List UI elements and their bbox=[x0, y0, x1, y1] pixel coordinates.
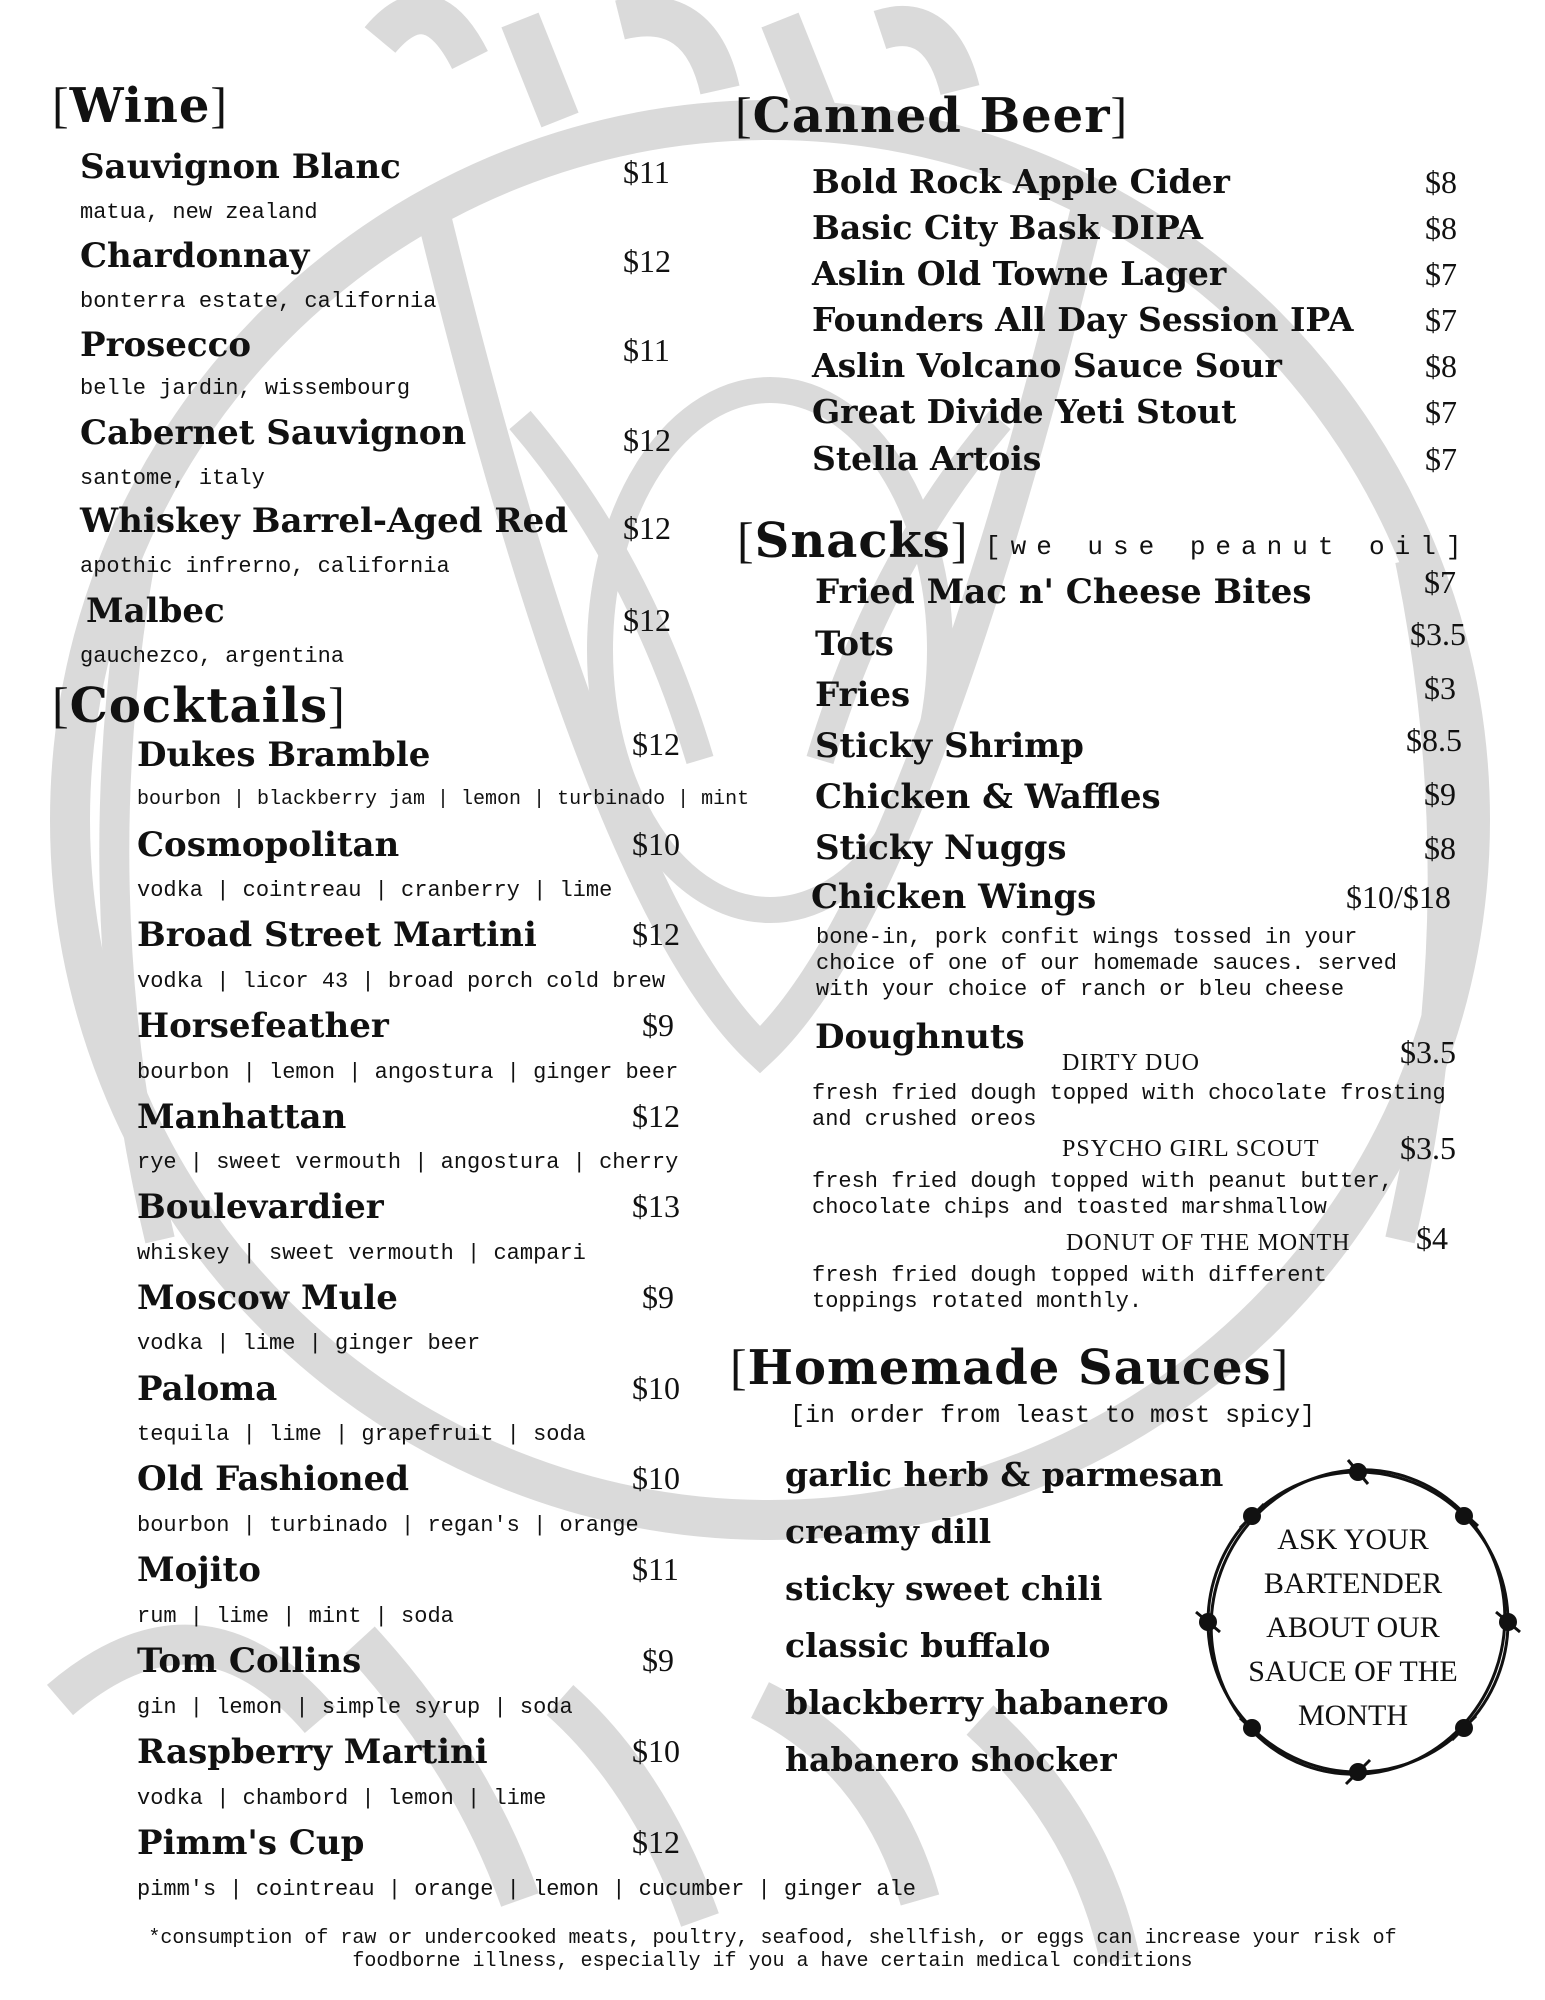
wine-item-price: $12 bbox=[623, 422, 671, 458]
cocktails-section-title: [Cocktails] bbox=[52, 677, 346, 734]
wine-item-desc: apothic infrerno, california bbox=[80, 554, 450, 579]
wine-item-desc: belle jardin, wissembourg bbox=[80, 376, 411, 401]
sauces-section-title: [Homemade Sauces] bbox=[730, 1339, 1290, 1396]
wings-description: bone-in, pork confit wings tossed in your choice of one of our homemade sauces. served with your choice of ranch or bleu cheese bbox=[816, 925, 1397, 1002]
wine-item-desc: santome, italy bbox=[80, 466, 265, 491]
cocktail-item-price: $9 bbox=[642, 1007, 674, 1043]
beer-item-name: Aslin Volcano Sauce Sour bbox=[812, 346, 1282, 385]
cocktail-item-price: $10 bbox=[632, 826, 680, 862]
cocktail-item-price: $9 bbox=[642, 1642, 674, 1678]
snack-item-name: Chicken & Waffles bbox=[815, 777, 1161, 817]
sauce-item: classic buffalo bbox=[785, 1626, 1051, 1665]
beer-item-price: $8 bbox=[1425, 164, 1457, 200]
sauce-of-the-month-callout: ASK YOUR BARTENDER ABOUT OUR SAUCE OF THE MONTH bbox=[1248, 1523, 1458, 1732]
beer-item-name: Basic City Bask DIPA bbox=[812, 208, 1203, 247]
snack-item-price: $7 bbox=[1424, 564, 1456, 600]
donut-item-name: DIRTY DUO bbox=[1062, 1050, 1200, 1076]
wine-item-name: Sauvignon Blanc bbox=[80, 147, 401, 187]
cocktail-item-price: $12 bbox=[632, 916, 680, 952]
snack-item-price: $3.5 bbox=[1410, 616, 1466, 652]
cocktail-item-price: $9 bbox=[642, 1279, 674, 1315]
beer-item-name: Founders All Day Session IPA bbox=[812, 300, 1354, 339]
wine-item-price: $12 bbox=[623, 510, 671, 546]
sauce-item: sticky sweet chili bbox=[785, 1569, 1103, 1608]
sauce-item: habanero shocker bbox=[785, 1740, 1117, 1779]
cocktail-item-desc: vodka | licor 43 | broad porch cold brew bbox=[137, 969, 666, 994]
cocktail-item-price: $12 bbox=[632, 1098, 680, 1134]
beer-item-price: $8 bbox=[1425, 348, 1457, 384]
cocktail-item-desc: bourbon | lemon | angostura | ginger beer bbox=[137, 1060, 679, 1085]
beer-item-name: Great Divide Yeti Stout bbox=[812, 392, 1237, 431]
snack-item-price: $9 bbox=[1424, 776, 1456, 812]
peanut-oil-note: [we use peanut oil] bbox=[985, 532, 1472, 562]
cocktail-item-name: Dukes Bramble bbox=[137, 735, 431, 775]
donut-item-desc: fresh fried dough topped with chocolate frosting and crushed oreos bbox=[812, 1081, 1446, 1132]
cocktail-item-desc: bourbon | turbinado | regan's | orange bbox=[137, 1513, 639, 1538]
snack-item-price: $8.5 bbox=[1406, 722, 1462, 758]
snacks-section-title: [Snacks] bbox=[737, 512, 969, 569]
cocktail-item-name: Old Fashioned bbox=[137, 1459, 410, 1499]
cocktail-item-desc: whiskey | sweet vermouth | campari bbox=[137, 1241, 586, 1266]
snack-item-name: Sticky Nuggs bbox=[815, 828, 1067, 868]
cocktail-item-price: $12 bbox=[632, 726, 680, 762]
doughnuts-heading: Doughnuts bbox=[815, 1017, 1025, 1057]
snack-item-name: Fried Mac n' Cheese Bites bbox=[815, 572, 1312, 612]
beer-item-name: Aslin Old Towne Lager bbox=[812, 254, 1227, 293]
cocktail-item-price: $10 bbox=[632, 1733, 680, 1769]
wine-item-name: Cabernet Sauvignon bbox=[80, 413, 467, 453]
beer-item-name: Bold Rock Apple Cider bbox=[812, 162, 1230, 201]
cocktail-item-name: Broad Street Martini bbox=[137, 915, 537, 955]
sauce-item: garlic herb & parmesan bbox=[785, 1455, 1224, 1494]
cocktail-item-desc: vodka | cointreau | cranberry | lime bbox=[137, 878, 613, 903]
donut-item-name: PSYCHO GIRL SCOUT bbox=[1062, 1136, 1320, 1162]
cocktail-item-price: $11 bbox=[632, 1551, 679, 1587]
donut-item-price: $3.5 bbox=[1400, 1130, 1456, 1166]
wine-section-title: [Wine] bbox=[52, 77, 229, 134]
snack-item-name: Sticky Shrimp bbox=[815, 726, 1084, 766]
sauce-item: creamy dill bbox=[785, 1512, 992, 1551]
cocktail-item-price: $10 bbox=[632, 1370, 680, 1406]
cocktail-item-name: Cosmopolitan bbox=[137, 825, 400, 865]
wine-item-name: Chardonnay bbox=[80, 236, 310, 276]
cocktail-item-name: Manhattan bbox=[137, 1097, 347, 1137]
wine-item-price: $12 bbox=[623, 602, 671, 638]
cocktail-item-desc: rye | sweet vermouth | angostura | cherry bbox=[137, 1150, 679, 1175]
cocktail-item-desc: tequila | lime | grapefruit | soda bbox=[137, 1422, 586, 1447]
beer-item-price: $7 bbox=[1425, 441, 1457, 477]
snack-item-price: $10/$18 bbox=[1346, 879, 1451, 915]
snack-item-name: Fries bbox=[815, 675, 911, 715]
snack-item-name: Chicken Wings bbox=[811, 877, 1097, 917]
beer-item-price: $8 bbox=[1425, 210, 1457, 246]
snack-item-price: $3 bbox=[1424, 670, 1456, 706]
beer-section-title: [Canned Beer] bbox=[735, 87, 1129, 144]
cocktail-item-desc: pimm's | cointreau | orange | lemon | cucumber | ginger ale bbox=[137, 1877, 916, 1902]
cocktail-item-desc: gin | lemon | simple syrup | soda bbox=[137, 1695, 573, 1720]
snack-item-price: $8 bbox=[1424, 830, 1456, 866]
cocktail-item-price: $13 bbox=[632, 1188, 680, 1224]
cocktail-item-desc: bourbon | blackberry jam | lemon | turbinado | mint bbox=[137, 788, 750, 811]
sauces-spice-note: [in order from least to most spicy] bbox=[790, 1401, 1316, 1430]
wine-item-desc: matua, new zealand bbox=[80, 200, 318, 225]
cocktail-item-name: Boulevardier bbox=[137, 1187, 384, 1227]
wine-item-desc: bonterra estate, california bbox=[80, 289, 437, 314]
beer-item-price: $7 bbox=[1425, 256, 1457, 292]
cocktail-item-name: Pimm's Cup bbox=[137, 1823, 365, 1863]
cocktail-item-price: $10 bbox=[632, 1460, 680, 1496]
wine-item-name: Whiskey Barrel-Aged Red bbox=[80, 501, 569, 541]
food-safety-disclaimer: *consumption of raw or undercooked meats, poultry, seafood, shellfish, or eggs can increase your risk of foodborne illness, especially if you a have certain medical conditions bbox=[148, 1927, 1397, 1973]
cocktail-item-desc: vodka | lime | ginger beer bbox=[137, 1331, 481, 1356]
donut-item-desc: fresh fried dough topped with peanut butter, chocolate chips and toasted marshmallow bbox=[812, 1169, 1393, 1220]
cocktail-item-name: Horsefeather bbox=[137, 1006, 389, 1046]
cocktail-item-name: Paloma bbox=[137, 1369, 278, 1409]
cocktail-item-desc: rum | lime | mint | soda bbox=[137, 1604, 454, 1629]
donut-item-desc: fresh fried dough topped with different toppings rotated monthly. bbox=[812, 1263, 1327, 1314]
cocktail-item-desc: vodka | chambord | lemon | lime bbox=[137, 1786, 547, 1811]
sauce-item: blackberry habanero bbox=[785, 1683, 1169, 1722]
beer-item-price: $7 bbox=[1425, 302, 1457, 338]
wine-item-price: $11 bbox=[623, 154, 670, 190]
snack-item-name: Tots bbox=[815, 624, 894, 664]
cocktail-item-name: Mojito bbox=[137, 1550, 261, 1590]
wine-item-name: Malbec bbox=[86, 591, 225, 631]
wine-item-desc: gauchezco, argentina bbox=[80, 644, 345, 669]
donut-item-name: DONUT OF THE MONTH bbox=[1066, 1230, 1351, 1256]
cocktail-item-name: Moscow Mule bbox=[137, 1278, 398, 1318]
wine-item-name: Prosecco bbox=[80, 325, 252, 365]
cocktail-item-name: Raspberry Martini bbox=[137, 1732, 488, 1772]
wine-item-price: $12 bbox=[623, 243, 671, 279]
donut-item-price: $4 bbox=[1416, 1220, 1448, 1256]
beer-item-price: $7 bbox=[1425, 394, 1457, 430]
cocktail-item-name: Tom Collins bbox=[137, 1641, 362, 1681]
wine-item-price: $11 bbox=[623, 332, 670, 368]
donut-item-price: $3.5 bbox=[1400, 1034, 1456, 1070]
cocktail-item-price: $12 bbox=[632, 1824, 680, 1860]
beer-item-name: Stella Artois bbox=[812, 439, 1042, 478]
